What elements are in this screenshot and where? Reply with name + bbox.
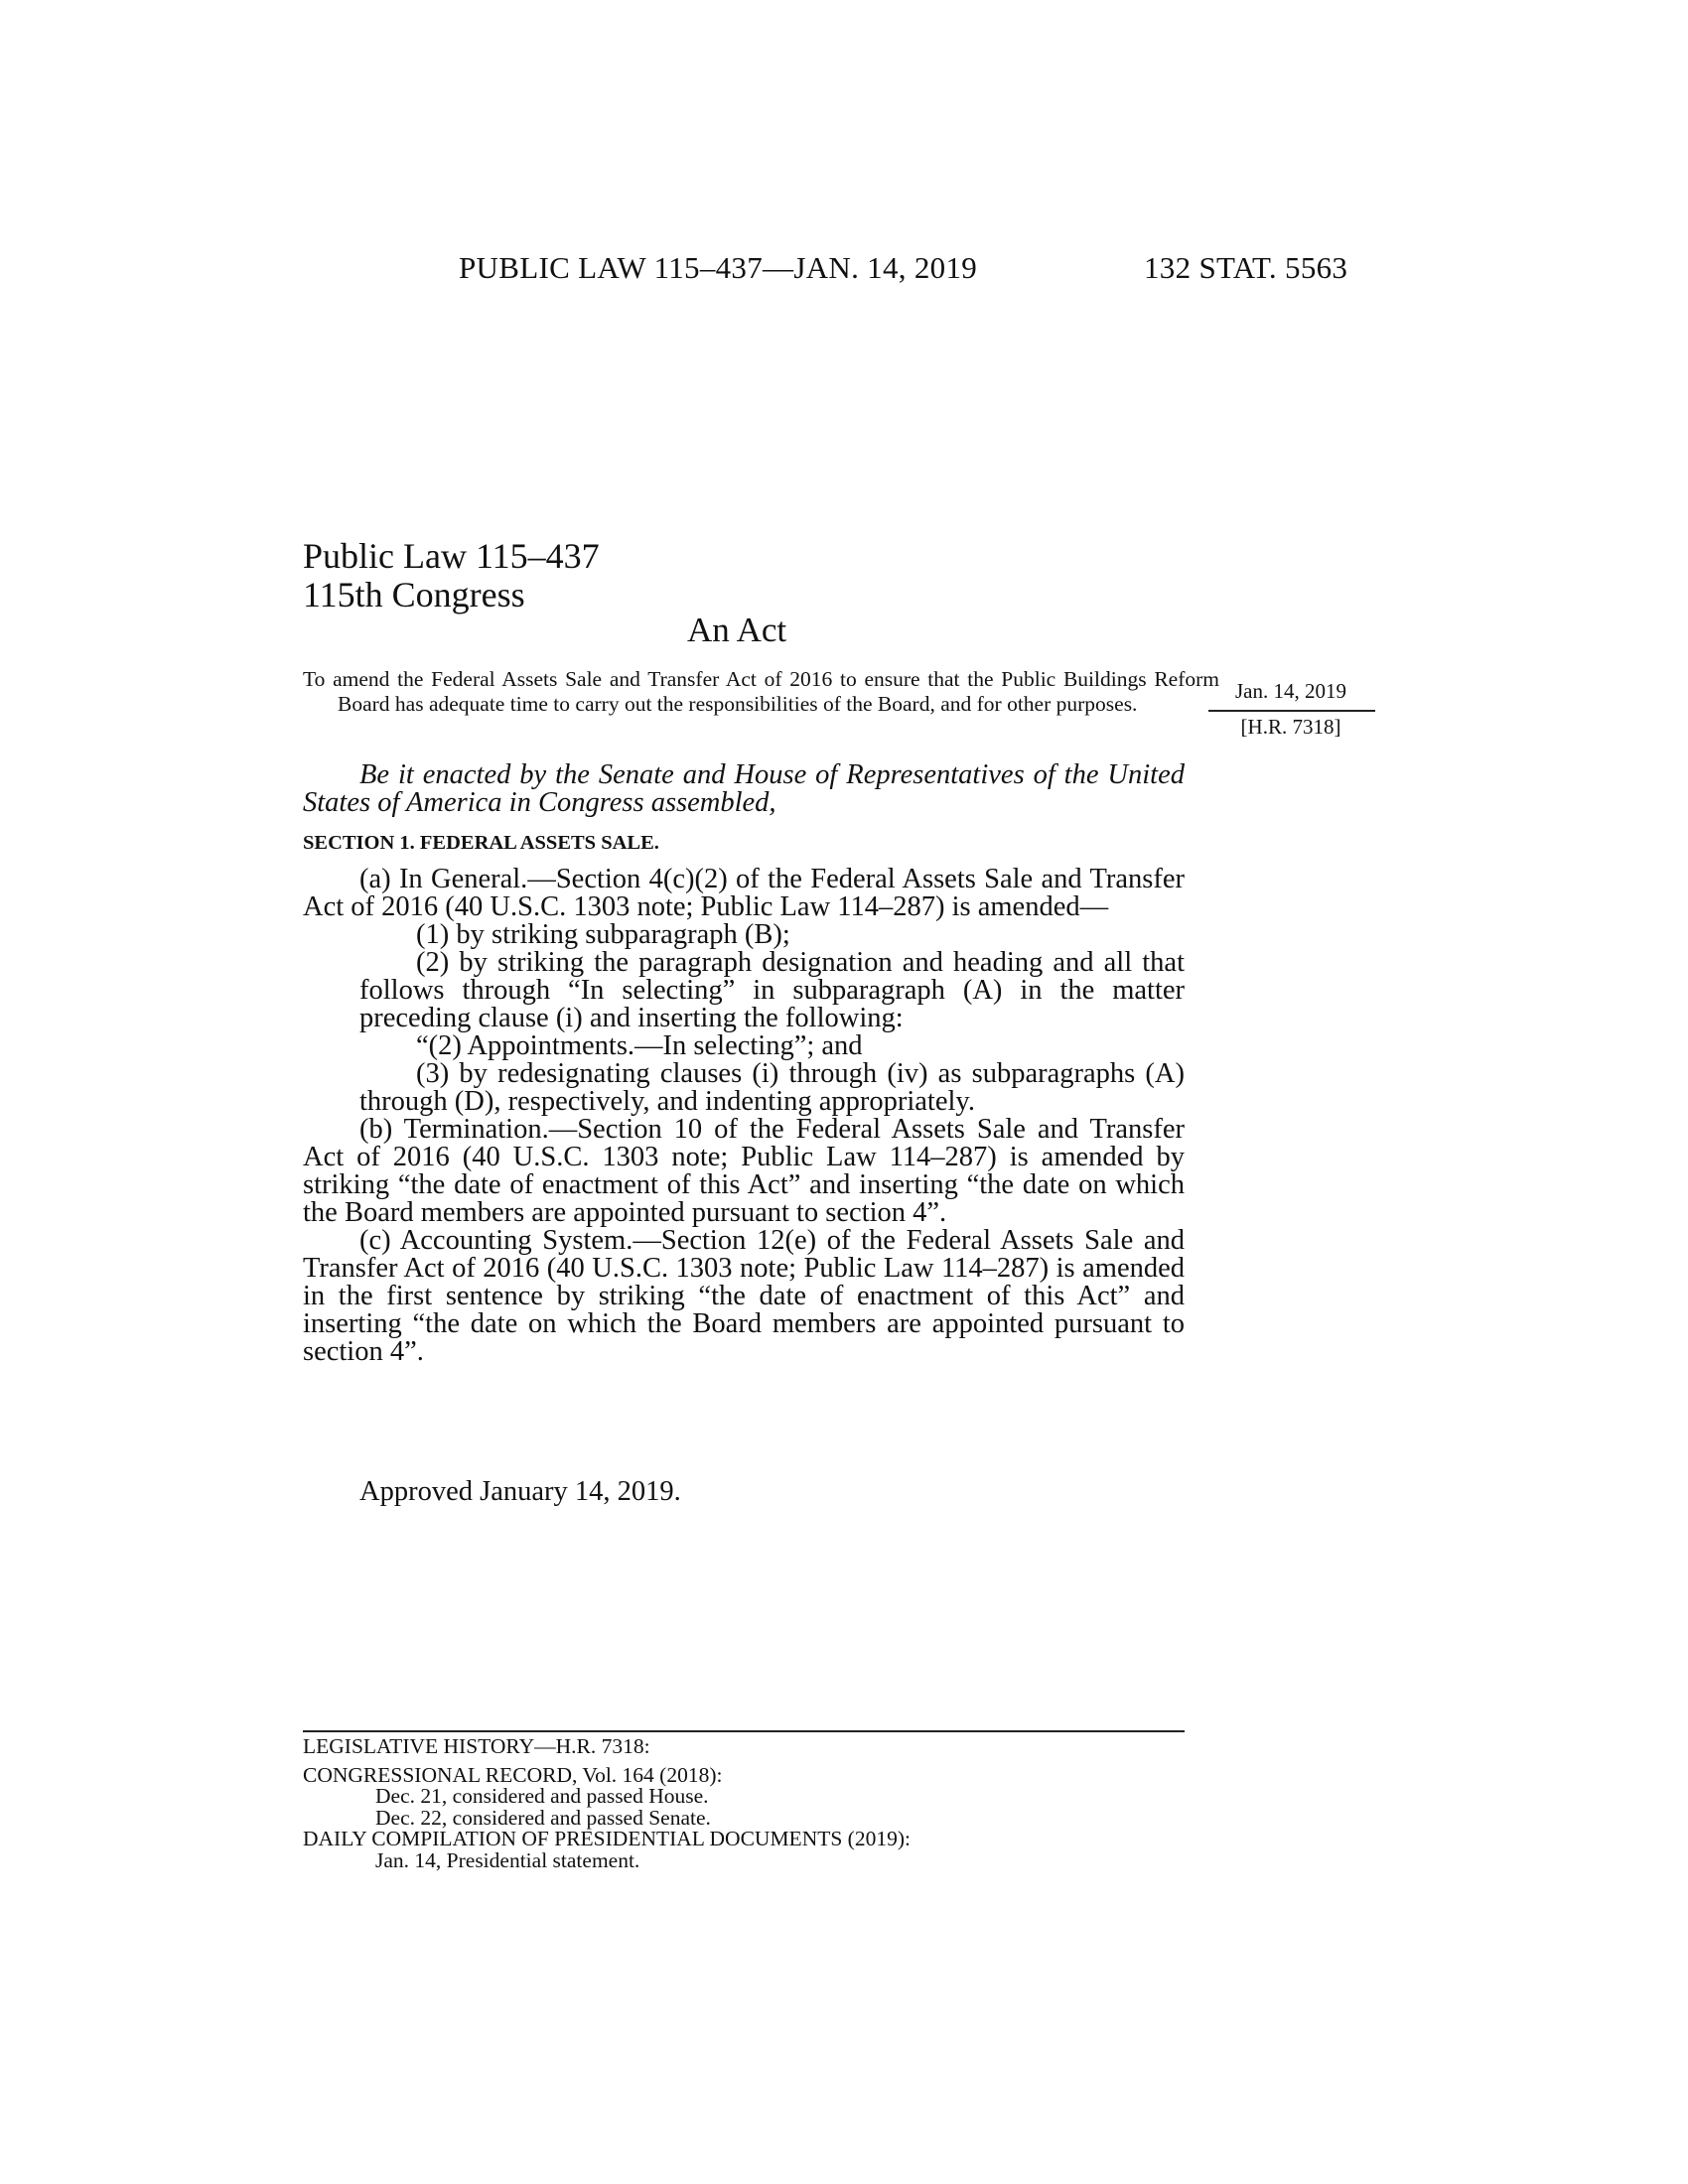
presidential-documents-heading: DAILY COMPILATION OF PRESIDENTIAL DOCUMENTS (2019): — [303, 1827, 911, 1850]
public-law-number: Public Law 115–437 — [303, 536, 600, 576]
history-entry: Dec. 22, considered and passed Senate. — [375, 1805, 711, 1830]
legislative-history-title: LEGISLATIVE HISTORY—H.R. 7318: — [303, 1734, 650, 1758]
list-item: (1) by striking subparagraph (B); — [416, 919, 790, 950]
margin-note-date: Jan. 14, 2019 — [1235, 679, 1346, 703]
subsection-c-label: (c) Accounting System. — [359, 1225, 633, 1256]
subsection-b — [303, 1116, 1185, 1227]
subsection-b-text: —Section 10 of the Federal Assets Sale and Transfer Act of 2016 (40 U.S.C. 1303 note; Public Law 114–287) is amended by striking “the date of enactment of this Act” and inserting “the date on which the Board members are appointed pursuant to section 4”. — [303, 1114, 1186, 1228]
subsection-a-text: —Section 4(c)(2) of the Federal Assets Sale and Transfer Act of 2016 (40 U.S.C. 1303 note; Public Law 114–287) is amended— — [303, 864, 1185, 922]
list-item: (3) by redesignating clauses (i) through (iv) as subparagraphs (A) through (D), respectively, and indenting appropriately. — [359, 1058, 1185, 1117]
section-body — [303, 866, 1185, 1366]
list-item: (2) by striking the paragraph designation and heading and all that follows through “In selecting” in subparagraph (A) in the matter preceding clause (i) and inserting the following: — [359, 947, 1185, 1033]
act-heading: An Act — [687, 611, 787, 649]
legislative-history-divider — [303, 1730, 1185, 1732]
congressional-record-heading: CONGRESSIONAL RECORD, Vol. 164 (2018): — [303, 1762, 723, 1787]
approval-date: Approved January 14, 2019. — [359, 1476, 681, 1507]
history-entry: Jan. 14, Presidential statement. — [375, 1847, 640, 1872]
purpose-statement: To amend the Federal Assets Sale and Transfer Act of 2016 to ensure that the Public Buildings Reform Board has adequate time to carry out the responsibilities of the Board, and for other purposes. — [303, 667, 1219, 716]
inserted-text: “(2) Appointments.—In selecting”; and — [416, 1030, 863, 1061]
subsection-c-text: —Section 12(e) of the Federal Assets Sale and Transfer Act of 2016 (40 U.S.C. 1303 note; Public Law 114–287) is amended in the first sentence by striking “the date of enactment of this Act” and inserting “the date on which the Board members are appointed pursuant to section 4”. — [303, 1225, 1185, 1367]
running-header-title: PUBLIC LAW 115–437—JAN. 14, 2019 — [459, 250, 978, 285]
statute-page-number: 132 STAT. 5563 — [1144, 250, 1348, 285]
legislative-history — [303, 1736, 1185, 1871]
subsection-c — [303, 1227, 1185, 1366]
subsection-a-label: (a) In General. — [359, 864, 528, 894]
margin-note-divider — [1208, 710, 1375, 712]
margin-note-bill-number: [H.R. 7318] — [1240, 715, 1341, 739]
subsection-b-label: (b) Termination. — [359, 1114, 549, 1145]
subsection-a — [303, 866, 1185, 921]
congress-number: 115th Congress — [303, 575, 525, 614]
history-entry: Dec. 21, considered and passed House. — [375, 1784, 709, 1808]
section-heading: SECTION 1. FEDERAL ASSETS SALE. — [303, 832, 659, 854]
enacting-clause: Be it enacted by the Senate and House of Representatives of the United States of America in Congress assembled, — [303, 759, 1185, 818]
